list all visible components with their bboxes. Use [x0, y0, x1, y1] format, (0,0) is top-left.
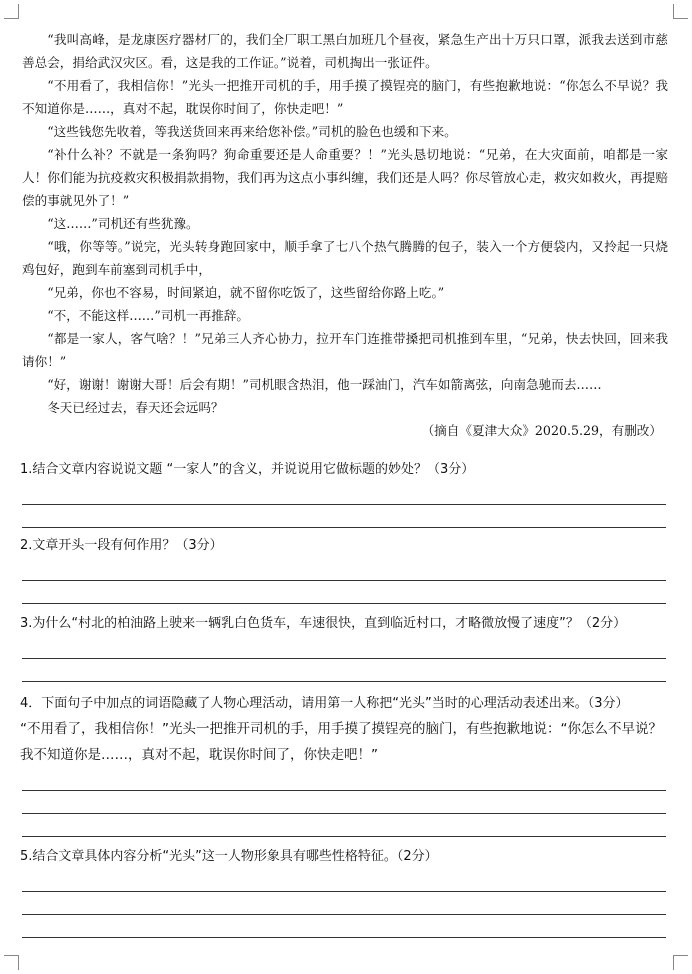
- paragraph: “不，不能这样……”司机一再推辞。: [47, 308, 249, 323]
- answer-line[interactable]: [22, 505, 666, 528]
- question-5: [20, 845, 668, 938]
- paragraph: “这些钱您先收着，等我送货回来再来给您补偿。”司机的脸色也缓和下来。: [47, 124, 457, 139]
- paragraph: “这……”司机还有些犹豫。: [47, 216, 199, 231]
- answer-line[interactable]: [22, 915, 666, 938]
- answer-line[interactable]: [22, 482, 666, 505]
- answer-line[interactable]: [22, 791, 666, 814]
- paragraph: “补什么补？不就是一条狗吗？狗命重要还是人命重要？！”光头恳切地说：“兄弟，在大灾面前，咱都是一家人！你们能为抗疫救灾积极捐款捐物，我们再为这点小事纠缠，我们还是人吗？你尽管放心走，救灾如救火，再提赔偿的事就见外了！”: [22, 147, 668, 208]
- source-citation: （摘自《夏津大众》2020.5.29，有删改）: [421, 423, 662, 438]
- answer-line[interactable]: [22, 814, 666, 837]
- answer-line[interactable]: [22, 636, 666, 659]
- answer-line[interactable]: [22, 768, 666, 791]
- answer-line[interactable]: [22, 659, 666, 682]
- crop-mark: [4, 955, 19, 970]
- crop-mark: [673, 4, 688, 19]
- paragraph: 冬天已经过去，春天还会远吗？: [47, 400, 224, 415]
- question-3: [20, 612, 668, 682]
- question-text: 4．下面句子中加点的词语隐藏了人物心理活动，请用第一人称把“光头”当时的心理活动表述出来。（3分）: [20, 696, 629, 711]
- paragraph: “兄弟，你也不容易，时间紧迫，就不留你吃饭了，这些留给你路上吃。”: [47, 285, 445, 300]
- paragraph: “哦，你等等。”说完，光头转身跑回家中，顺手拿了七八个热气腾腾的包子，装入一个方便袋内，又拎起一只烧鸡包好，跑到车前塞到司机手中，: [22, 239, 668, 277]
- answer-line[interactable]: [22, 869, 666, 892]
- crop-mark: [4, 4, 19, 19]
- paragraph: “我叫高峰，是龙康医疗器材厂的，我们全厂职工黑白加班几个昼夜，紧急生产出十万只口罩，派我去送到市慈善总会，捐给武汉灾区。看，这是我的工作证。”说着，司机掏出一张证件。: [22, 32, 668, 70]
- question-2: [20, 534, 668, 604]
- answer-line[interactable]: [22, 581, 666, 604]
- question-text: 3.为什么“村北的柏油路上驶来一辆乳白色货车，车速很快，直到临近村口，才略微放慢了速度”？（2分）: [20, 616, 627, 631]
- answer-line[interactable]: [22, 892, 666, 915]
- answer-line[interactable]: [22, 558, 666, 581]
- reading-passage: [22, 28, 668, 443]
- question-4: [20, 692, 668, 837]
- question-text: 1.结合文章内容说说文题 “一家人”的含义，并说说用它做标题的妙处？（3分）: [20, 462, 475, 477]
- question-text: 2.文章开头一段有何作用？（3分）: [20, 538, 223, 553]
- paragraph: “不用看了，我相信你！”光头一把推开司机的手，用手摸了摸锃亮的脑门，有些抱歉地说：“你怎么不早说？我不知道你是……，真对不起，耽误你时间了，你快走吧！”: [22, 78, 668, 116]
- question-quote: “不用看了，我相信你！”光头一把推开司机的手，用手摸了摸锃亮的脑门，有些抱歉地说：“你怎么不早说？我不知道你是……，真对不起，耽误你时间了，你快走吧！”: [20, 721, 662, 763]
- question-text: 5.结合文章具体内容分析“光头”这一人物形象具有哪些性格特征。（2分）: [20, 849, 438, 864]
- paragraph: “好，谢谢！谢谢大哥！后会有期！”司机眼含热泪，他一踩油门，汽车如箭离弦，向南急驰而去……: [47, 377, 602, 392]
- crop-mark: [673, 955, 688, 970]
- question-section: [20, 458, 668, 938]
- question-1: [20, 458, 668, 528]
- paragraph: “都是一家人，客气啥？！”兄弟三人齐心协力，拉开车门连推带搡把司机推到车里，“兄弟，快去快回，回来我请你！”: [22, 331, 668, 369]
